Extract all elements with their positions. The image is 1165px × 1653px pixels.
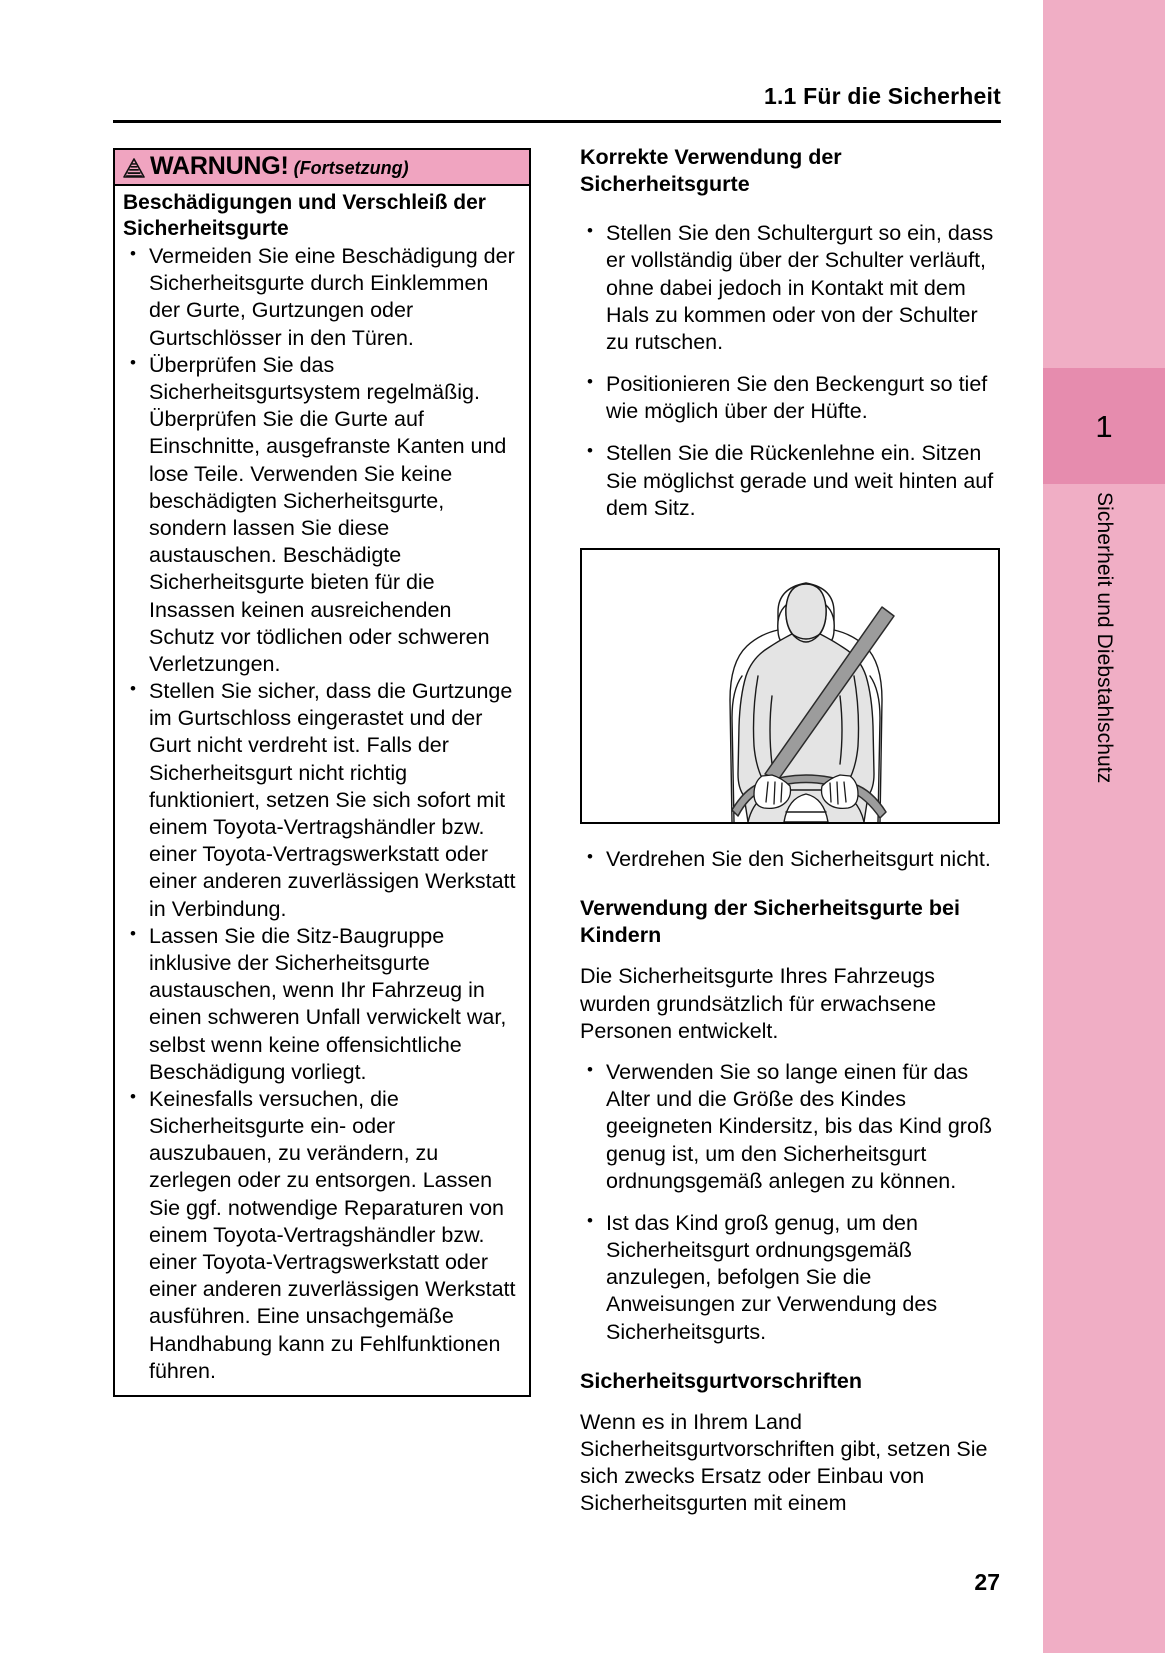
section-title: 1.1 Für die Sicherheit <box>763 83 1001 109</box>
do-not-twist-bullet-list <box>580 846 1000 873</box>
list-item: • Verwenden Sie so lange einen für das Alter und die Größe des Kindes geeigneten Kindersitz, bis das Kind groß genug ist, um den Sicherheitsgurt ordnungsgemäß anlegen zu können. <box>580 1059 1000 1195</box>
chapter-label-wrapper <box>1043 492 1165 1112</box>
warning-subheading: Beschädigungen und Verschleiß der Sicherheitsgurte <box>123 191 486 241</box>
list-item: • Stellen Sie die Rückenlehne ein. Sitzen Sie möglichst gerade und weit hinten auf dem Sitz. <box>580 440 1000 522</box>
correct-use-bullet-list <box>580 220 1000 522</box>
seat-belt-correct-use-illustration <box>580 548 1000 824</box>
left-column <box>113 148 531 1397</box>
heading-sicherheitsgurtvorschriften: Sicherheitsgurtvorschriften <box>580 1368 862 1393</box>
warning-box-body <box>115 186 529 1395</box>
warning-box <box>113 148 531 1397</box>
list-item: • Positionieren Sie den Beckengurt so tief wie möglich über der Hüfte. <box>580 371 1000 425</box>
list-item: • Ist das Kind groß genug, um den Sicherheitsgurt ordnungsgemäß anzulegen, befolgen Sie die Anweisungen zur Verwendung des Sicherheitsgurts. <box>580 1210 1000 1346</box>
warning-triangle-icon <box>123 158 145 178</box>
page-number: 27 <box>974 1569 1000 1595</box>
header-divider <box>113 120 1001 123</box>
spacer <box>580 1395 1000 1409</box>
children-bullet-list <box>580 1059 1000 1346</box>
warning-title: WARNUNG! <box>150 152 289 180</box>
right-column <box>580 144 1000 1518</box>
warning-continuation-label: (Fortsetzung) <box>293 157 409 178</box>
spacer <box>580 824 1000 846</box>
list-item: • Stellen Sie den Schultergurt so ein, dass er vollständig über der Schulter verläuft, ohne dabei jedoch in Kontakt mit dem Hals zu kommen oder von der Schulter zu rutschen. <box>580 220 1000 356</box>
list-item: • Stellen Sie sicher, dass die Gurtzunge im Gurtschloss eingerastet und der Gurt nicht verdreht ist. Falls der Sicherheitsgurt nicht richtig funktioniert, setzen Sie sich sofort mit einem Toyota-Vertragshändler bzw. einer Toyota-Vertragswerkstatt oder einer anderen zuverlässigen Werkstatt in Verbindung. <box>123 678 519 923</box>
list-item: • Vermeiden Sie eine Beschädigung der Sicherheitsgurte durch Einklemmen der Gurte, Gurtzungen oder Gurtschlösser in den Türen. <box>123 243 519 352</box>
heading-korrekte-verwendung: Korrekte Verwendung der Sicherheitsgurte <box>580 145 842 197</box>
spacer <box>580 873 1000 895</box>
warning-box-header <box>115 150 529 186</box>
spacer <box>580 198 1000 220</box>
chapter-number: 1 <box>1095 408 1113 444</box>
list-item: • Keinesfalls versuchen, die Sicherheitsgurte ein- oder auszubauen, zu verändern, zu zerlegen oder zu entsorgen. Lassen Sie ggf. notwendige Reparaturen von einem Toyota-Vertragshändler bzw. einer Toyota-Vertragswerkstatt oder einer anderen zuverlässigen Werkstatt ausführen. Eine unsachgemäße Handhabung kann zu Fehlfunktionen führen. <box>123 1086 519 1385</box>
paragraph-regulations: Wenn es in Ihrem Land Sicherheitsgurtvorschriften gibt, setzen Sie sich zwecks Ersatz oder Einbau von Sicherheitsgurten mit einem <box>580 1409 988 1516</box>
chapter-label: Sicherheit und Diebstahlschutz <box>1093 492 1116 784</box>
spacer <box>580 1045 1000 1059</box>
list-item: • Verdrehen Sie den Sicherheitsgurt nicht. <box>580 846 1000 873</box>
page-header <box>113 83 1001 110</box>
list-item: • Lassen Sie die Sitz-Baugruppe inklusive der Sicherheitsgurte austauschen, wenn Ihr Fahrzeug in einen schweren Unfall verwickelt war, selbst wenn keine offensichtliche Beschädigung vorliegt. <box>123 923 519 1086</box>
paragraph-adults-designed: Die Sicherheitsgurte Ihres Fahrzeugs wurden grundsätzlich für erwachsene Personen entwickelt. <box>580 964 937 1043</box>
spacer <box>580 1346 1000 1368</box>
spacer <box>580 949 1000 963</box>
list-item: • Überprüfen Sie das Sicherheitsgurtsystem regelmäßig. Überprüfen Sie die Gurte auf Einschnitte, ausgefranste Kanten und lose Teile. Verwenden Sie keine beschädigten Sicherheitsgurte, sondern lassen Sie diese austauschen. Beschädigte Sicherheitsgurte bieten für die Insassen keinen ausreichenden Schutz vor tödlichen oder schweren Verletzungen. <box>123 352 519 678</box>
warning-bullet-list <box>123 243 519 1385</box>
chapter-number-block <box>1043 368 1165 484</box>
heading-verwendung-bei-kindern: Verwendung der Sicherheitsgurte bei Kindern <box>580 896 960 948</box>
chapter-side-tab <box>1043 0 1165 1653</box>
spacer <box>580 522 1000 548</box>
